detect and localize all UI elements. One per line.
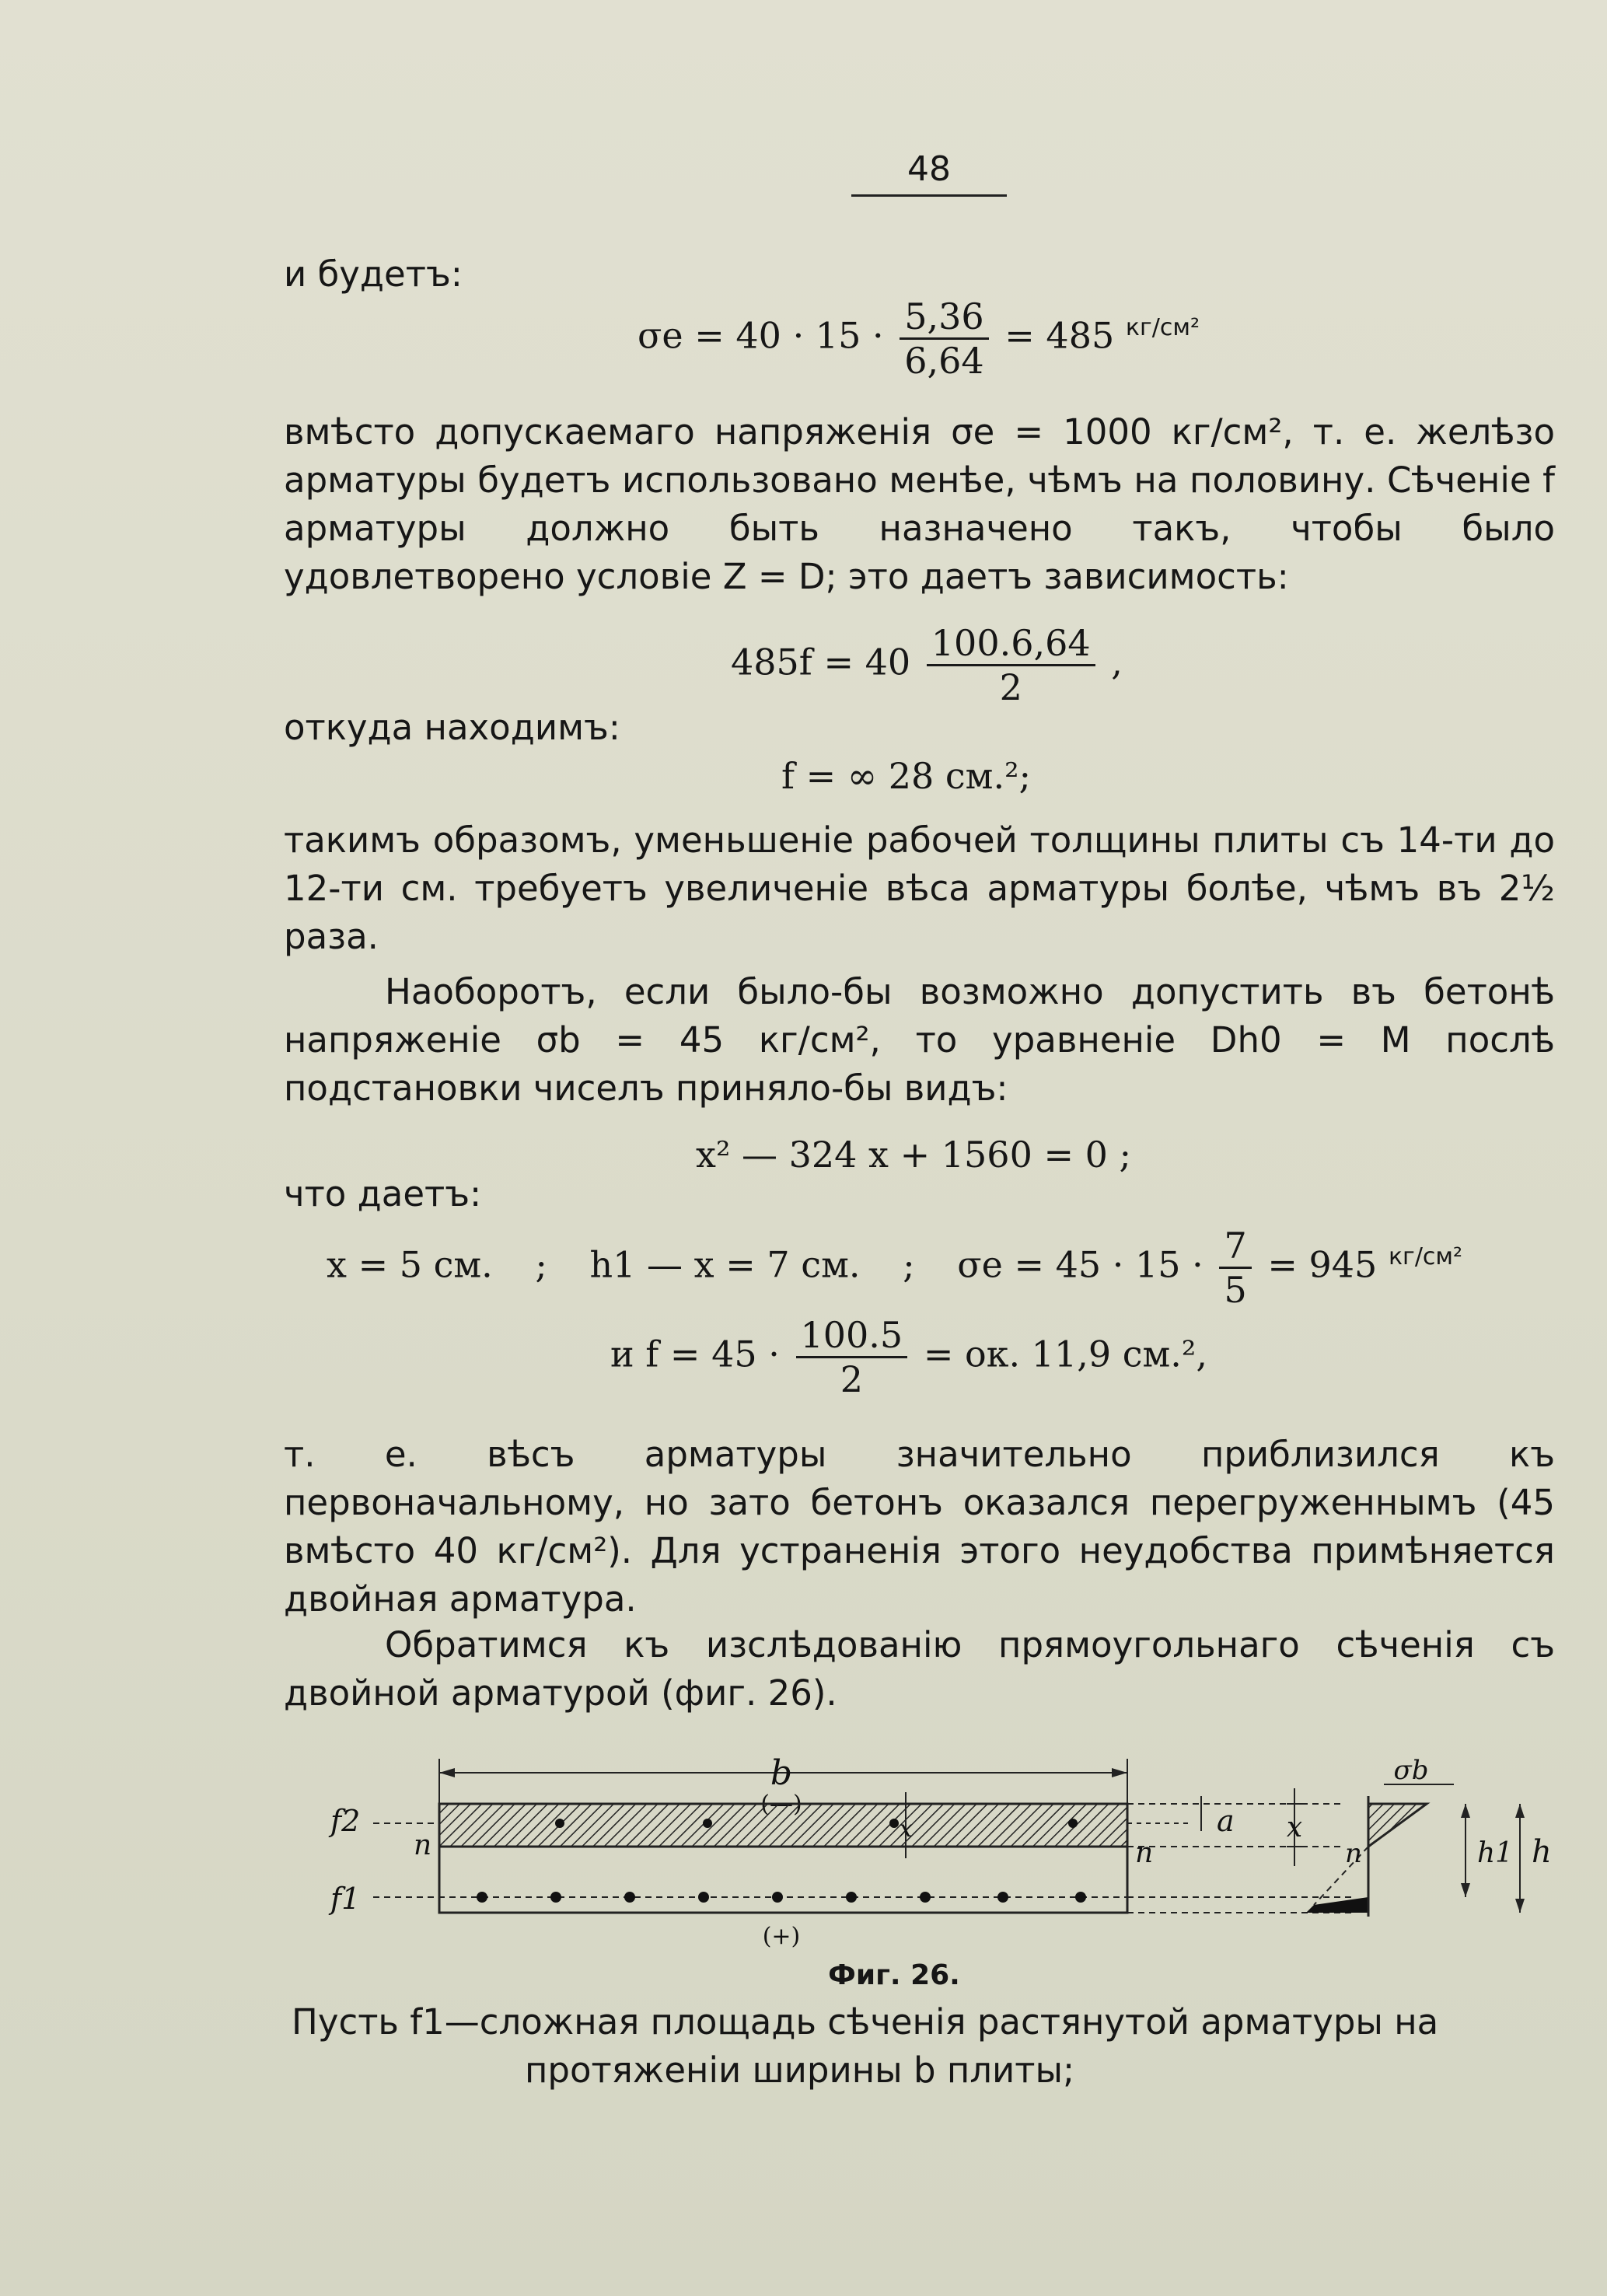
eq5-fraction (1219, 1225, 1251, 1311)
label-tension: (+) (762, 1923, 801, 1950)
eq2-denominator: 2 (999, 666, 1022, 708)
label-f2: f2 (330, 1804, 361, 1838)
eq6-denominator: 2 (840, 1358, 863, 1400)
equation-3: f = ∞ 28 см.²; (781, 755, 1032, 797)
label-n-right: n (1135, 1837, 1154, 1869)
paragraph-2: такимъ образомъ, уменьшеніе рабочей толщины плиты съ 14-ти до 12-ти см. требуетъ увеличеніе вѣса арматуры болѣе, чѣмъ въ 2½ раза. (284, 820, 1555, 957)
eq6-rhs: = ок. 11,9 см.², (923, 1333, 1207, 1375)
eq2-lhs: 485f = 40 (731, 641, 911, 683)
eq5-sep2: ; (903, 1243, 915, 1286)
chto-line: что даетъ: (284, 1173, 482, 1214)
otkuda-line: откуда находимъ: (284, 707, 620, 748)
eq2-fraction (927, 622, 1095, 708)
eq5-c: σe = 45 · 15 · (957, 1243, 1204, 1286)
label-h: h (1532, 1834, 1552, 1870)
label-n-left: n (414, 1829, 432, 1861)
equation-2 (731, 622, 1123, 708)
eq2-rhs: , (1111, 641, 1123, 683)
final-line-2: протяженіи ширины b плиты; (525, 2050, 1075, 2091)
intro-line: и будетъ: (284, 253, 463, 295)
label-h1: h1 (1477, 1837, 1514, 1869)
eq6-numerator: 100.5 (796, 1314, 908, 1358)
eq1-lhs: σe = 40 · 15 · (638, 314, 884, 357)
equation-6 (610, 1314, 1207, 1400)
eq2-numerator: 100.6,64 (927, 622, 1095, 666)
label-b: b (770, 1753, 793, 1793)
eq5-unit: кг/см² (1388, 1243, 1463, 1271)
eq5-sep1: ; (535, 1243, 547, 1286)
eq5-numerator: 7 (1219, 1225, 1251, 1269)
eq6-lhs: и f = 45 · (610, 1333, 780, 1375)
eq5-denominator: 5 (1224, 1269, 1247, 1311)
eq1-numerator: 5,36 (900, 295, 988, 340)
eq1-denominator: 6,64 (904, 340, 984, 382)
equation-1 (638, 295, 1200, 382)
eq6-fraction (796, 1314, 908, 1400)
label-sigma-b: σb (1393, 1755, 1429, 1786)
eq1-rhs: = 485 (1004, 314, 1115, 357)
eq1-unit: кг/см² (1125, 314, 1200, 342)
eq1-fraction (900, 295, 988, 382)
final-text (292, 1998, 1559, 2095)
slab-section (439, 1847, 1127, 1913)
paragraph-5: Обратимся къ изслѣдованію прямоугольнаго сѣченія съ двойной арматурой (фиг. 26). (284, 1624, 1555, 1714)
figure-caption: Фиг. 26. (828, 1959, 960, 1991)
paragraph-3: Наоборотъ, если было-бы возможно допустить въ бетонѣ напряженіе σb = 45 кг/см², то уравненіе Dh0 = M послѣ подстановки чиселъ приняло-бы видъ: (284, 971, 1555, 1109)
page-number: 48 (851, 148, 1007, 197)
label-x: x (1286, 1812, 1303, 1843)
label-x-inner: x (899, 1815, 913, 1843)
tension-reinforcement (373, 1892, 1127, 1903)
equation-4: x² — 324 x + 1560 = 0 ; (696, 1134, 1132, 1176)
equation-5 (327, 1225, 1462, 1311)
label-a: a (1217, 1804, 1235, 1838)
paragraph-1: вмѣсто допускаемаго напряженія σe = 1000 кг/см², т. е. желѣзо арматуры будетъ использовано менѣе, чѣмъ на половину. Сѣченіе f арматуры должно быть назначено такъ, чтобы было удовлетворено условіе Z = D; это даетъ зависимость: (284, 411, 1555, 597)
label-n-stress: n (1345, 1838, 1362, 1869)
eq5-d: = 945 (1267, 1243, 1378, 1286)
label-f1: f1 (330, 1882, 361, 1916)
compression-zone (439, 1804, 1127, 1847)
figure-26 (327, 1749, 1570, 1959)
final-line-1: Пусть f1—сложная площадь сѣченія растянутой арматуры на (292, 2001, 1439, 2043)
paragraph-4: т. е. вѣсъ арматуры значительно приблизился къ первоначальному, но зато бетонъ оказался перегруженнымъ (45 вмѣсто 40 кг/см²). Для устраненія этого неудобства примѣняется двойная арматура. (284, 1434, 1555, 1620)
eq5-b: h1 — x = 7 см. (589, 1243, 861, 1286)
eq5-a: x = 5 см. (327, 1243, 493, 1286)
